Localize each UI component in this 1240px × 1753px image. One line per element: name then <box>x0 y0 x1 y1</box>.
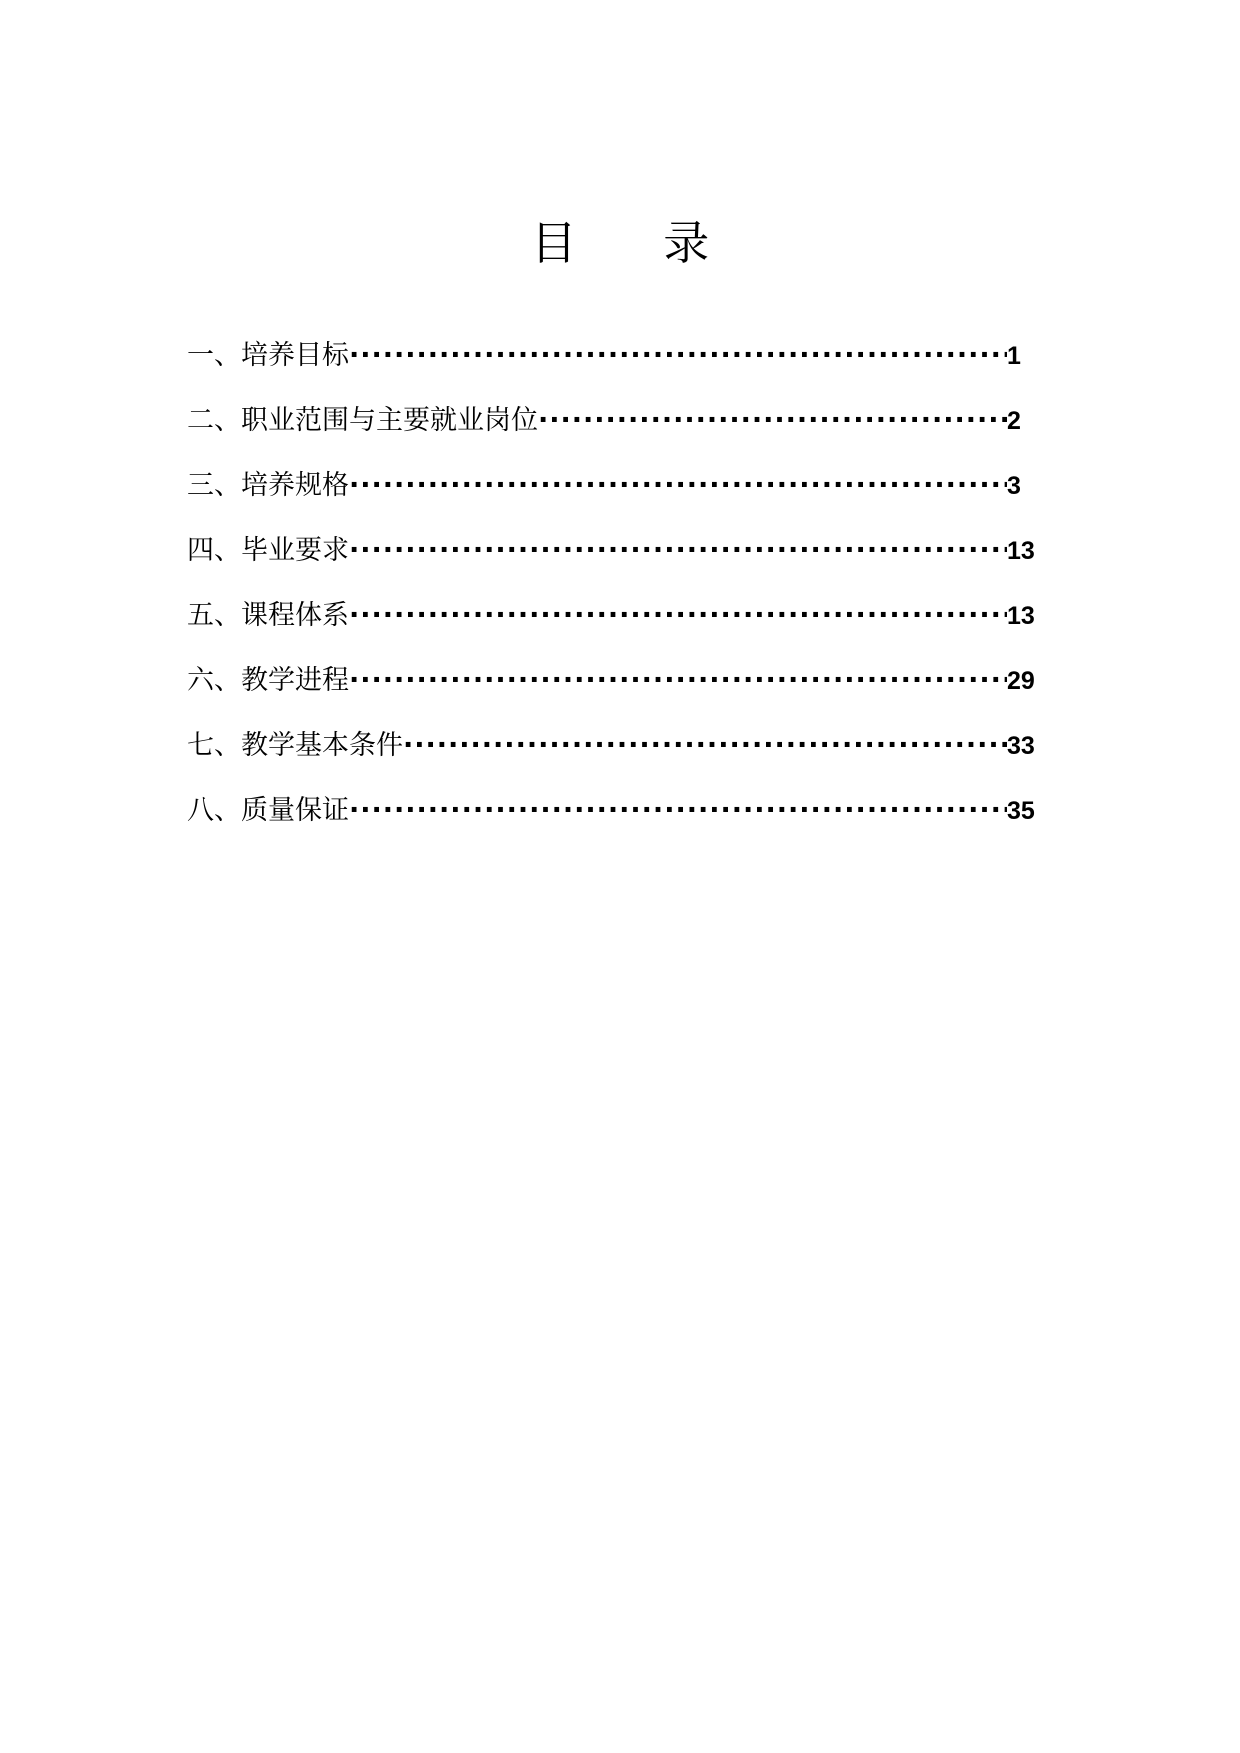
toc-entry-label: 七、教学基本条件 <box>187 730 403 761</box>
toc-page-number: 13 <box>1007 537 1035 565</box>
toc-entry[interactable] <box>187 399 1037 464</box>
toc-page-number: 3 <box>1007 472 1021 500</box>
toc-entry[interactable] <box>187 659 1037 724</box>
toc-entry[interactable] <box>187 464 1037 529</box>
page-title: 目 录 <box>530 215 746 270</box>
toc-dot-leader <box>349 594 1007 638</box>
toc-entry-label: 六、教学进程 <box>187 665 349 696</box>
toc-entry-label: 二、职业范围与主要就业岗位 <box>187 405 538 436</box>
toc-entry[interactable] <box>187 789 1037 854</box>
toc-entry[interactable] <box>187 594 1037 659</box>
toc-entry-label: 五、课程体系 <box>187 600 349 631</box>
toc-dot-leader <box>538 399 1007 443</box>
toc-entry[interactable] <box>187 724 1037 789</box>
toc-page-number: 29 <box>1007 667 1035 695</box>
toc-page-number: 2 <box>1007 407 1021 435</box>
toc-page-number: 13 <box>1007 602 1035 630</box>
toc-dot-leader <box>349 464 1007 508</box>
toc-dot-leader <box>349 659 1007 703</box>
toc-dot-leader <box>349 789 1007 833</box>
toc-entry[interactable] <box>187 529 1037 594</box>
toc-dot-leader <box>403 724 1007 768</box>
toc-entry[interactable] <box>187 334 1037 399</box>
toc-entry-label: 一、培养目标 <box>187 340 349 371</box>
toc-page-number: 35 <box>1007 797 1035 825</box>
toc-entry-label: 三、培养规格 <box>187 470 349 501</box>
toc-dot-leader <box>349 334 1007 378</box>
toc-page-number: 1 <box>1007 342 1021 370</box>
toc-page-number: 33 <box>1007 732 1035 760</box>
toc-entry-label: 八、质量保证 <box>187 795 349 826</box>
toc-entry-label: 四、毕业要求 <box>187 535 349 566</box>
table-of-contents <box>187 334 1037 854</box>
toc-dot-leader <box>349 529 1007 573</box>
